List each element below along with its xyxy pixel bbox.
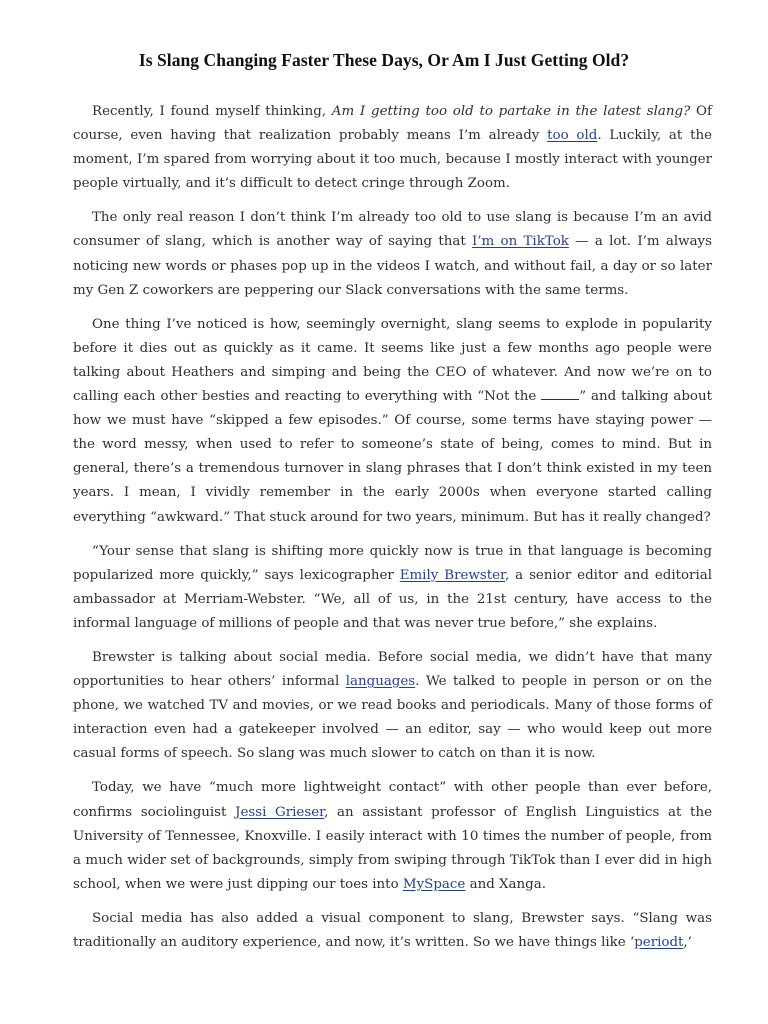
article-body xyxy=(73,100,712,965)
paragraph-3: One thing I’ve noticed is how, seemingly overnight, slang seems to explode in popularity before it dies out as quickly as it came. It seems like just a few months ago people were talking about Heathers and simping and being the CEO of whatever. And now we’re on to calling each other besties and reacting to everything with “Not the ” and talking about how we must have “skipped a few episodes.” Of course, some terms have staying power — the word messy, when used to refer to someone’s state of being, comes to mind. But in general, there’s a tremendous turnover in slang phrases that I don’t think existed in my teen years. I mean, I vividly remember in the early 2000s when everyone started calling everything “awkward.” That stuck around for two years, minimum. But has it really changed? xyxy=(73,316,712,525)
link-languages[interactable]: languages xyxy=(345,674,416,690)
italic-thought: Am I getting too old to partake in the latest slang? xyxy=(331,104,691,119)
paragraph-4: “Your sense that slang is shifting more quickly now is true in that language is becoming popularized more quickly,” says lexicographer Emily Brewster, a senior editor and editorial ambassador at Merriam-Webster. “We, all of us, in the 21st century, have access to the informal language of millions of people and that was never true before,” she explains. xyxy=(73,543,712,631)
link-myspace[interactable]: MySpace xyxy=(402,876,466,892)
link-too-old[interactable]: too old xyxy=(547,128,598,144)
paragraph-6: Today, we have “much more lightweight contact” with other people than ever before, confirms sociolinguist Jessi Grieser, an assistant professor of English Linguistics at the University of Tennessee, Knoxville. I easily interact with 10 times the number of people, from a much wider set of backgrounds, simply from swiping through TikTok than I ever did in high school, when we were just dipping our toes into MySpace and Xanga. xyxy=(73,780,712,892)
article-title: Is Slang Changing Faster These Days, Or Am I Just Getting Old? xyxy=(138,50,630,70)
paragraph-1: Recently, I found myself thinking, Am I getting too old to partake in the latest slang? Of course, even having that realization probably means I’m already too old. Luckily, at the moment, I’m spared from worrying about it too much, because I mostly interact with younger people virtually, and it’s difficult to detect cringe through Zoom. xyxy=(73,104,712,192)
link-emily-brewster[interactable]: Emily Brewster xyxy=(399,567,505,583)
link-jessi-grieser[interactable]: Jessi Grieser xyxy=(235,804,325,820)
blank-underline xyxy=(541,389,579,400)
link-periodt[interactable]: periodt xyxy=(634,935,684,950)
paragraph-2: The only real reason I don’t think I’m already too old to use slang is because I’m an avid consumer of slang, which is another way of saying that I’m on TikTok — a lot. I’m always noticing new words or phases pop up in the videos I watch, and without fail, a day or so later my Gen Z coworkers are peppering our Slack conversations with the same terms. xyxy=(73,210,712,298)
paragraph-7: Social media has also added a visual component to slang, Brewster says. “Slang was traditionally an auditory experience, and now, it’s written. So we have things like ‘periodt,’ xyxy=(73,910,712,950)
link-im-on-tiktok[interactable]: I’m on TikTok xyxy=(472,234,569,250)
paragraph-5: Brewster is talking about social media. Before social media, we didn’t have that many opportunities to hear others’ informal languages. We talked to people in person or on the phone, we watched TV and movies, or we read books and periodicals. Many of those forms of interaction even had a gatekeeper involved — an editor, say — who would keep out more casual forms of speech. So slang was much slower to catch on than it is now. xyxy=(73,649,713,762)
